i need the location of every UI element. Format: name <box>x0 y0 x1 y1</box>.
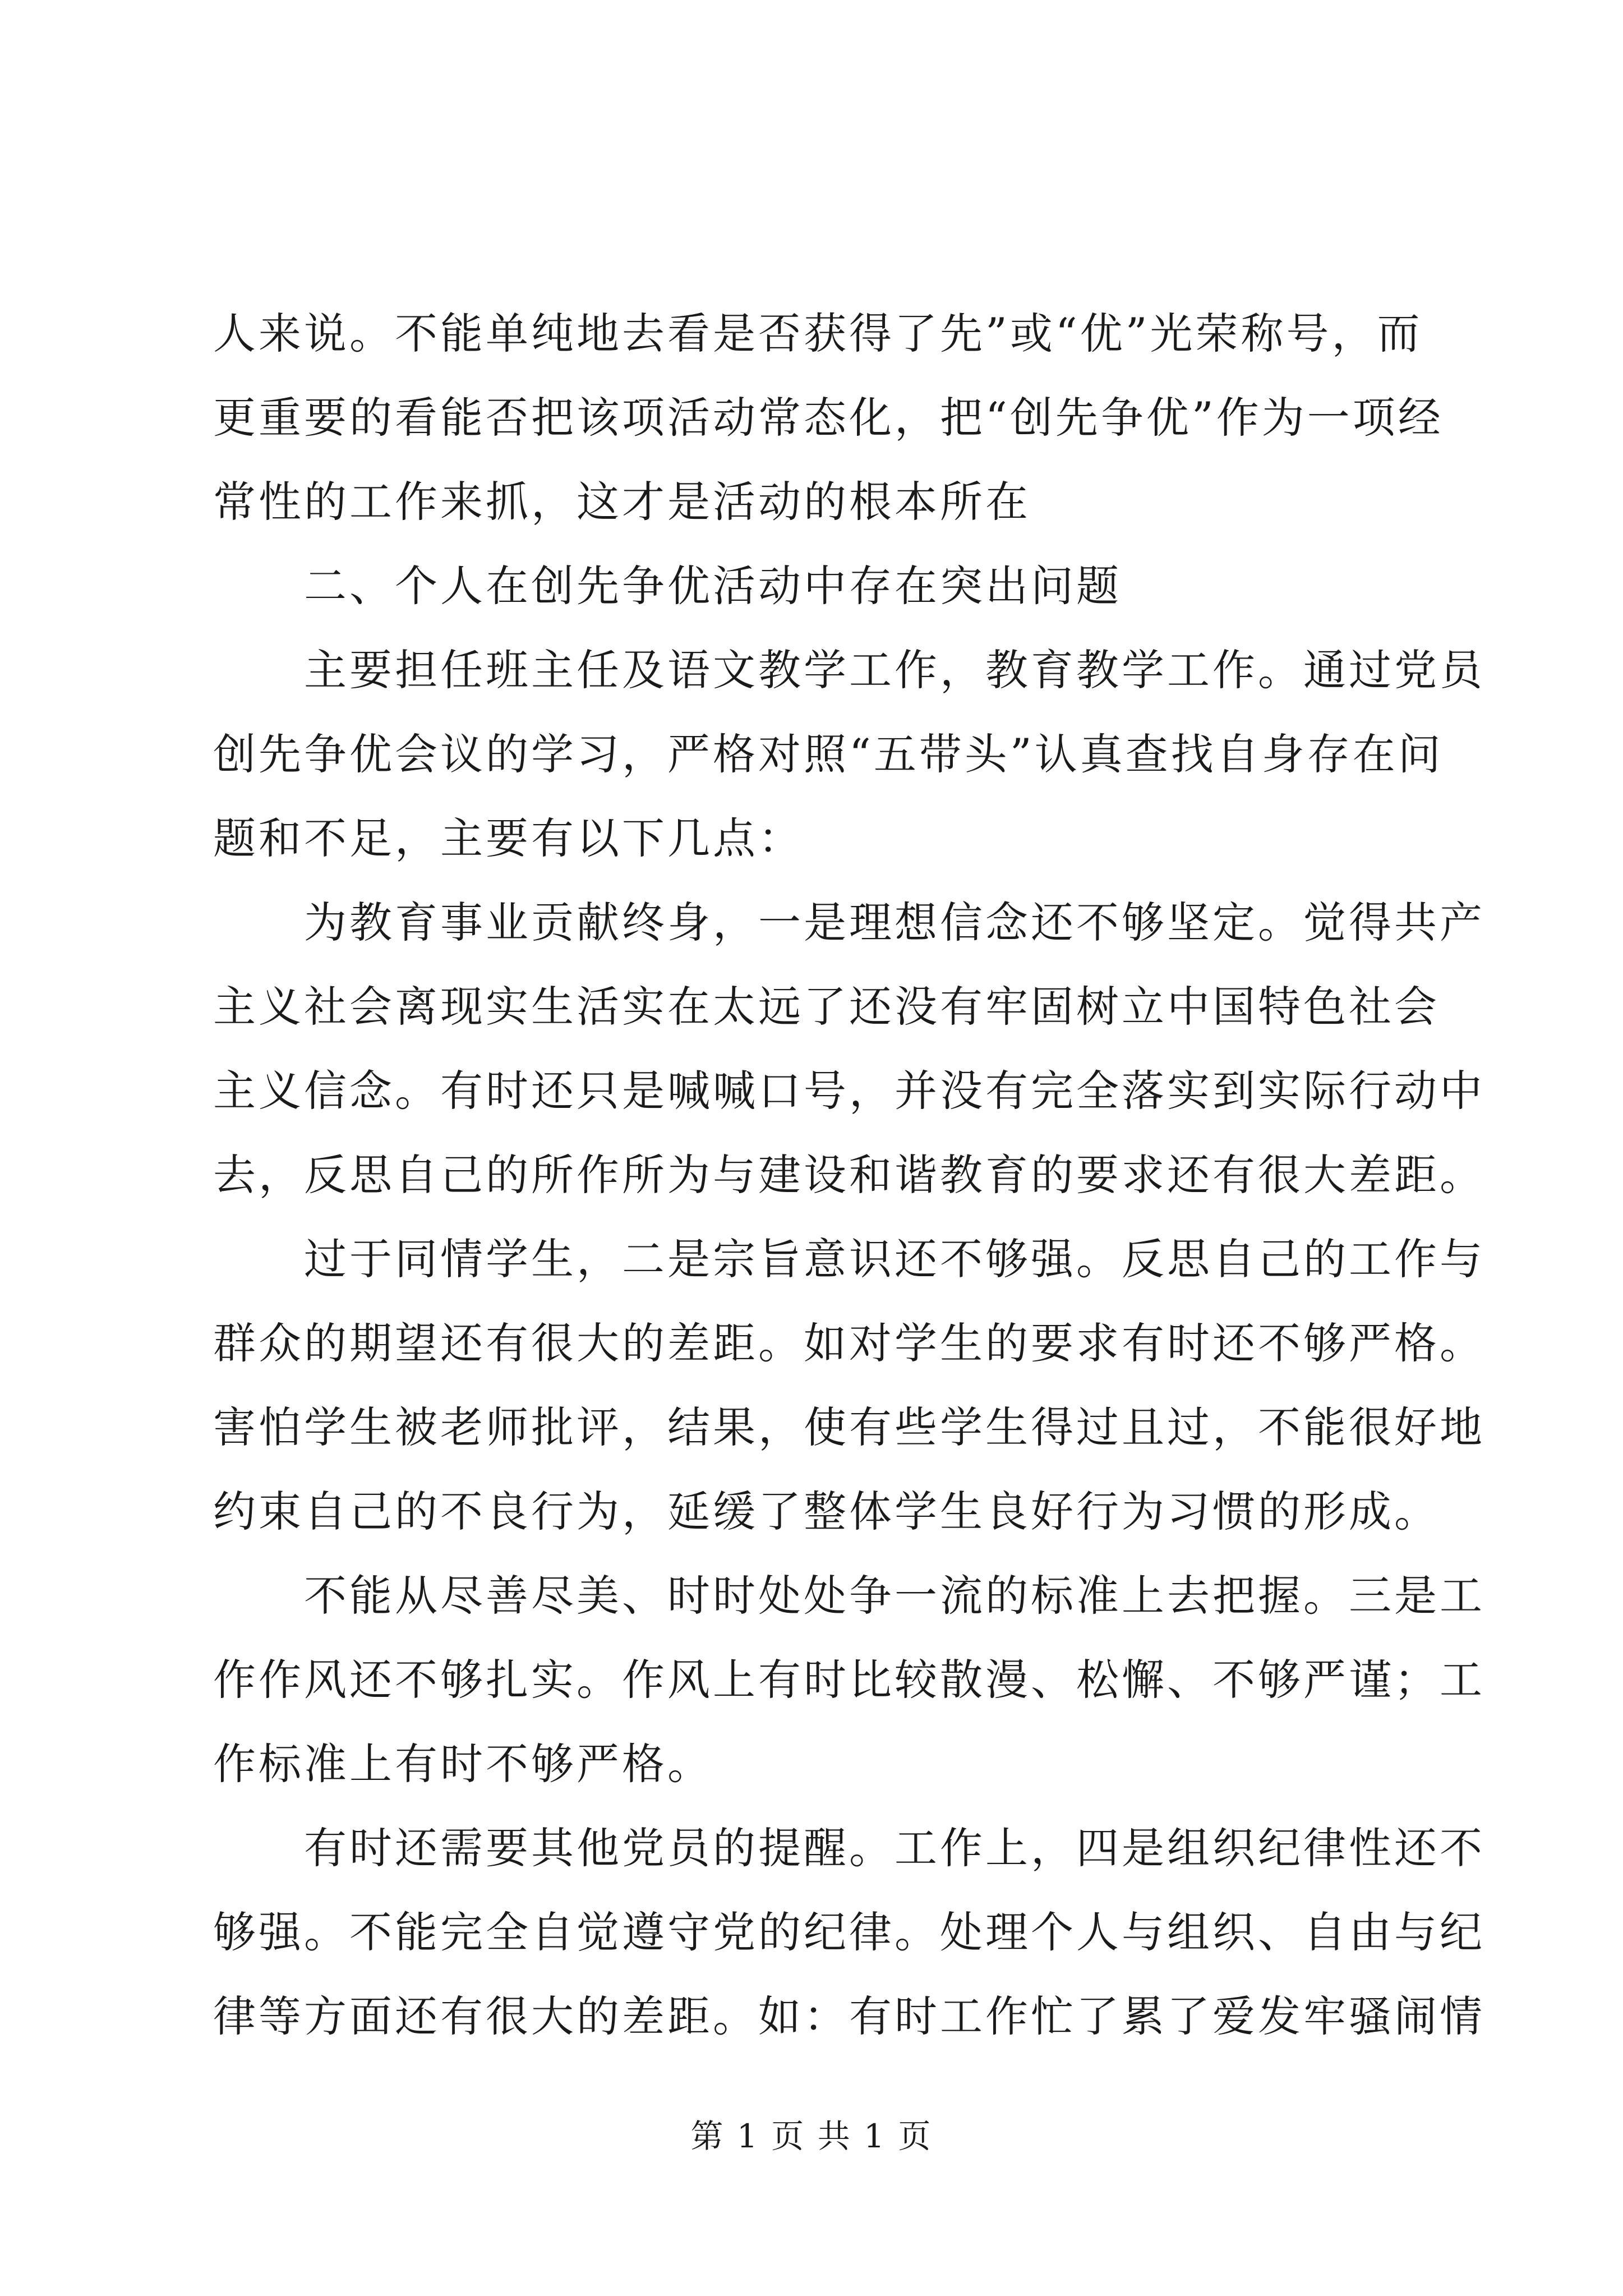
text-line: 约束自己的不良行为，延缓了整体学生良好行为习惯的形成。 <box>213 1487 1440 1536</box>
document-body <box>213 292 1485 2059</box>
text-line: 律等方面还有很大的差距。如：有时工作忙了累了爱发牢骚闹情 <box>213 1991 1485 2041</box>
text-line: 为教育事业贡献终身，一是理想信念还不够坚定。觉得共产 <box>304 898 1485 947</box>
text-line: 创先争优会议的学习，严格对照“五带头”认真查找自身存在问 <box>213 729 1444 779</box>
section-heading: 二、个人在创先争优活动中存在突出问题 <box>304 561 1122 611</box>
text-line: 人来说。不能单纯地去看是否获得了先”或“优”光荣称号，而 <box>213 309 1423 358</box>
page-number-footer: 第 1 页 共 1 页 <box>690 2117 933 2155</box>
text-line: 去，反思自己的所作所为与建设和谐教育的要求还有很大差距。 <box>213 1150 1485 1200</box>
text-line: 有时还需要其他党员的提醒。工作上，四是组织纪律性还不 <box>304 1823 1485 1873</box>
text-line: 主义社会离现实生活实在太远了还没有牢固树立中国特色社会 <box>213 982 1440 1032</box>
text-line: 够强。不能完全自觉遵守党的纪律。处理个人与组织、自由与纪 <box>213 1907 1485 1957</box>
text-line: 作作风还不够扎实。作风上有时比较散漫、松懈、不够严谨；工 <box>213 1655 1485 1705</box>
text-line: 主义信念。有时还只是喊喊口号，并没有完全落实到实际行动中 <box>213 1066 1485 1116</box>
text-line: 更重要的看能否把该项活动常态化，把“创先争优”作为一项经 <box>213 393 1444 443</box>
text-line: 题和不足，主要有以下几点： <box>213 813 804 863</box>
text-line: 不能从尽善尽美、时时处处争一流的标准上去把握。三是工 <box>304 1571 1485 1621</box>
text-line: 主要担任班主任及语文教学工作，教育教学工作。通过党员 <box>304 645 1485 695</box>
text-line: 群众的期望还有很大的差距。如对学生的要求有时还不够严格。 <box>213 1318 1485 1368</box>
text-line: 作标准上有时不够严格。 <box>213 1739 713 1789</box>
text-line: 过于同情学生，二是宗旨意识还不够强。反思自己的工作与 <box>304 1234 1485 1284</box>
text-line: 常性的工作来抓，这才是活动的根本所在 <box>213 477 1031 527</box>
text-line: 害怕学生被老师批评，结果，使有些学生得过且过，不能很好地 <box>213 1402 1485 1452</box>
